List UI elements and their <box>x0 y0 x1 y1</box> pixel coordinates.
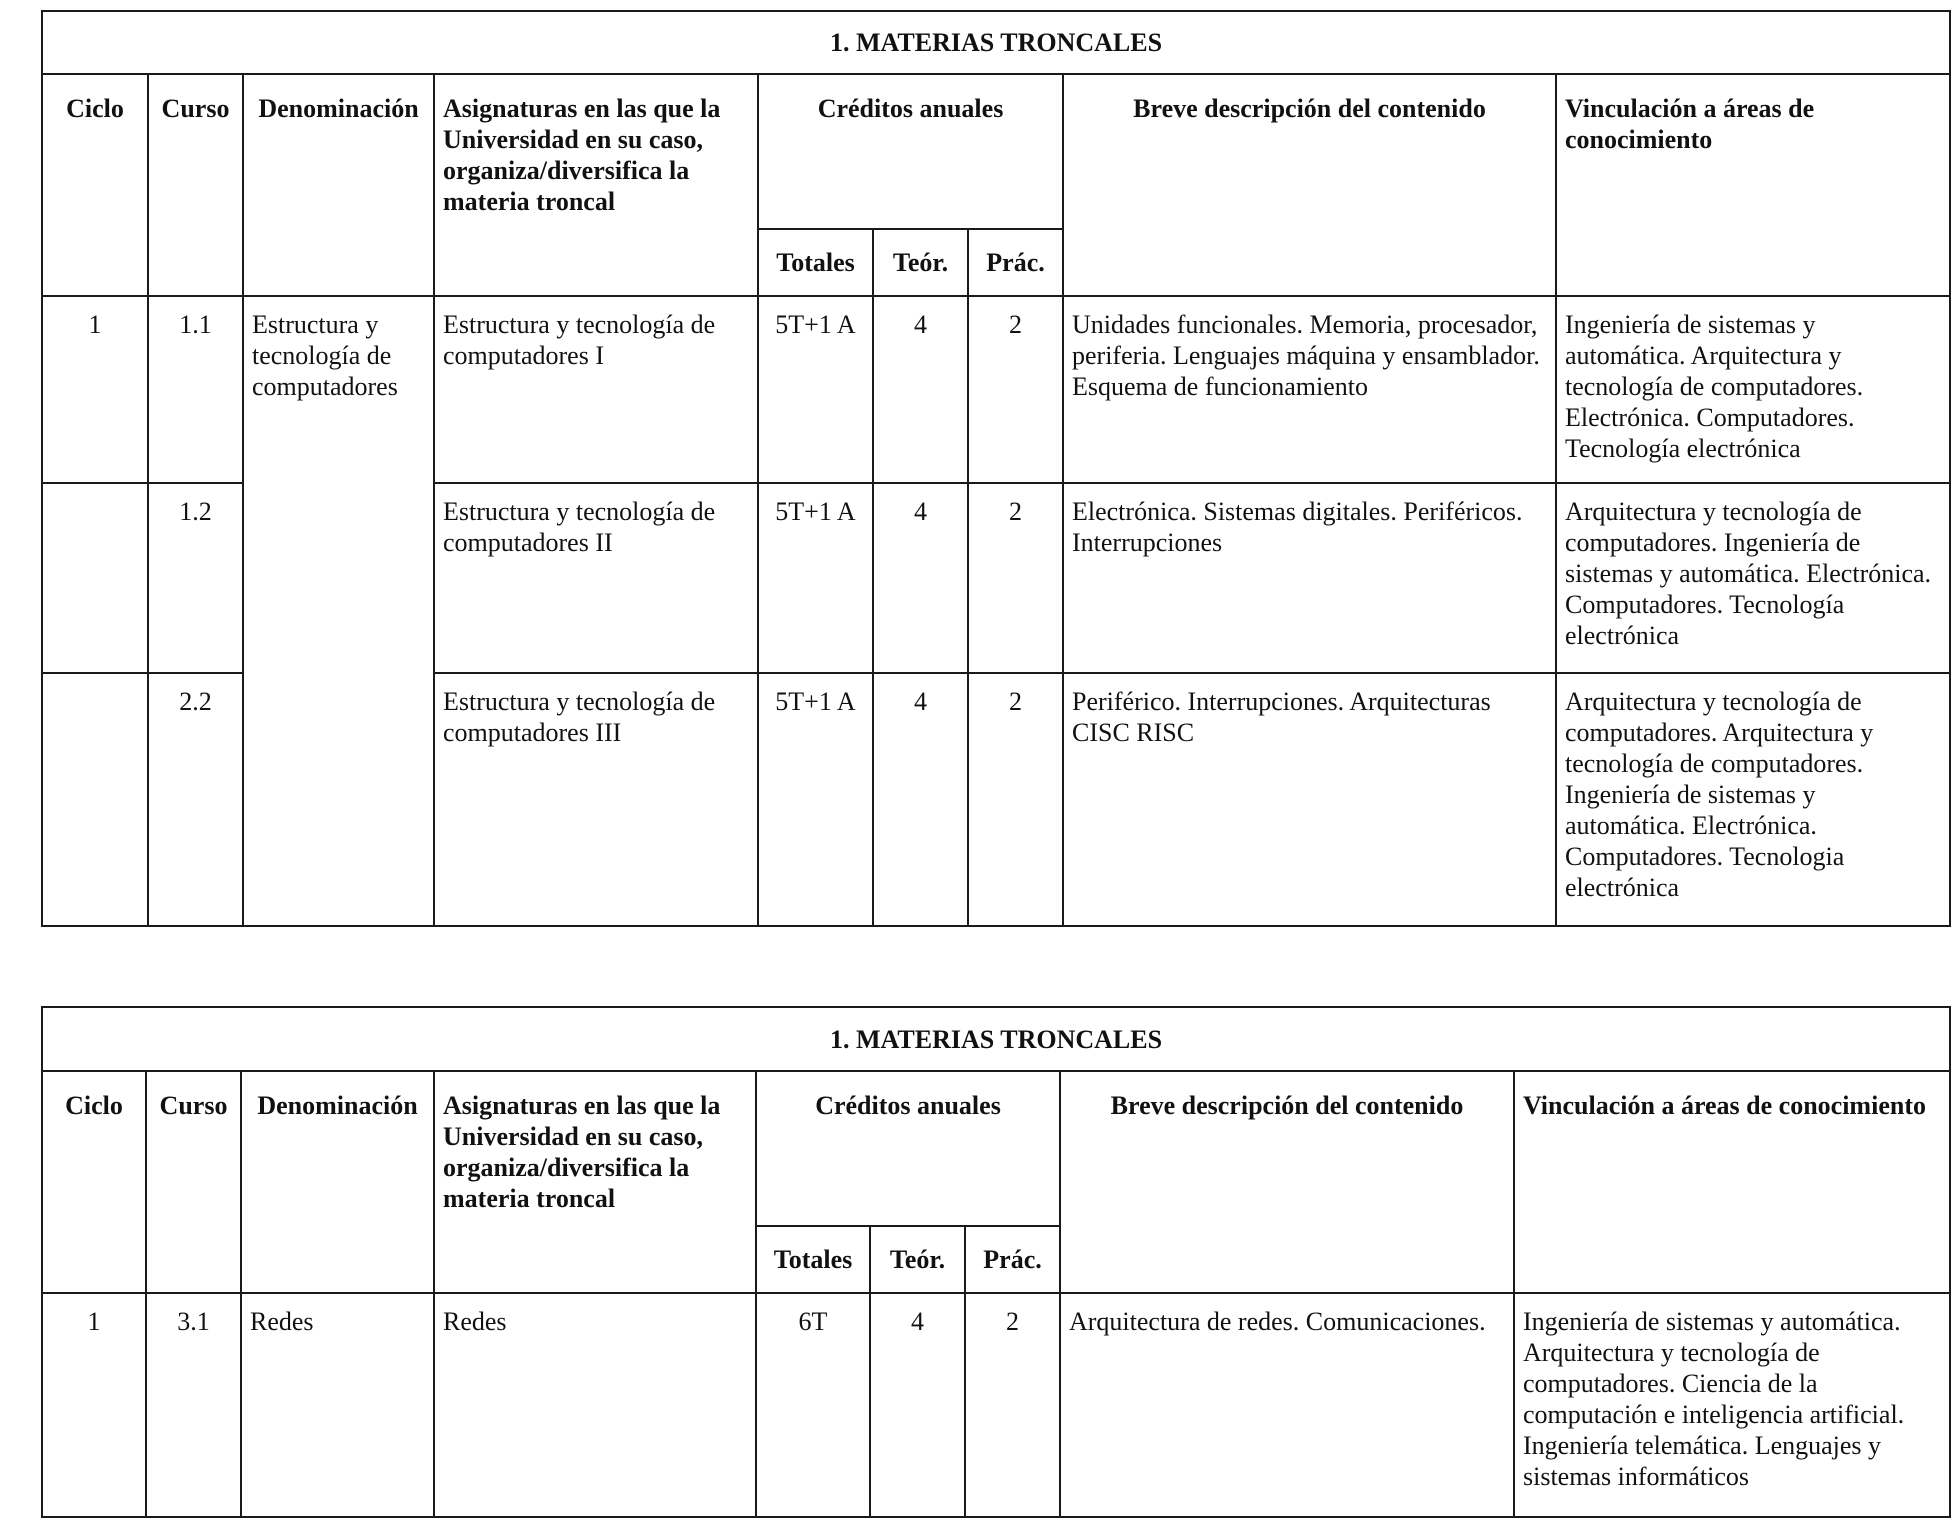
header-totales: Totales <box>756 1226 870 1293</box>
header-vinculacion: Vinculación a áreas de conocimiento <box>1514 1071 1950 1293</box>
cell-curso: 1.1 <box>148 296 243 483</box>
cell-denominacion: Estructura y tecnología de computadores <box>243 296 434 926</box>
table-title: 1. MATERIAS TRONCALES <box>42 11 1950 74</box>
cell-curso: 3.1 <box>146 1293 241 1517</box>
cell-denominacion: Redes <box>241 1293 434 1517</box>
cell-asignatura: Estructura y tecnología de computadores III <box>434 673 758 926</box>
header-asignaturas: Asignaturas en las que la Universidad en su caso, organiza/diversifica la materia troncal <box>434 1071 756 1293</box>
cell-ciclo: 1 <box>42 296 148 483</box>
cell-totales: 6T <box>756 1293 870 1517</box>
header-curso: Curso <box>146 1071 241 1293</box>
header-prac: Prác. <box>965 1226 1060 1293</box>
cell-descripcion: Electrónica. Sistemas digitales. Periféricos. Interrupciones <box>1063 483 1556 673</box>
cell-curso: 2.2 <box>148 673 243 926</box>
cell-prac: 2 <box>968 296 1063 483</box>
cell-descripcion: Periférico. Interrupciones. Arquitecturas CISC RISC <box>1063 673 1556 926</box>
cell-descripcion: Arquitectura de redes. Comunicaciones. <box>1060 1293 1514 1517</box>
cell-asignatura: Redes <box>434 1293 756 1517</box>
cell-teor: 4 <box>873 296 968 483</box>
header-vinculacion: Vinculación a áreas de conocimiento <box>1556 74 1950 296</box>
header-curso: Curso <box>148 74 243 296</box>
cell-prac: 2 <box>968 673 1063 926</box>
cell-teor: 4 <box>873 673 968 926</box>
table-title: 1. MATERIAS TRONCALES <box>42 1007 1950 1071</box>
cell-totales: 5T+1 A <box>758 483 873 673</box>
cell-vinculacion: Arquitectura y tecnología de computadores. Arquitectura y tecnología de computadores. Ingeniería de sistemas y automática. Electrónica. Computadores. Tecnologia electrónica <box>1556 673 1950 926</box>
header-teor: Teór. <box>873 229 968 296</box>
cell-vinculacion: Arquitectura y tecnología de computadores. Ingeniería de sistemas y automática. Electrónica. Computadores. Tecnología electrónica <box>1556 483 1950 673</box>
header-ciclo: Ciclo <box>42 74 148 296</box>
header-creditos: Créditos anuales <box>758 74 1063 229</box>
cell-asignatura: Estructura y tecnología de computadores II <box>434 483 758 673</box>
cell-ciclo <box>42 673 148 926</box>
header-descripcion: Breve descripción del contenido <box>1063 74 1556 296</box>
cell-prac: 2 <box>965 1293 1060 1517</box>
header-ciclo: Ciclo <box>42 1071 146 1293</box>
cell-descripcion: Unidades funcionales. Memoria, procesador, periferia. Lenguajes máquina y ensamblador. Esquema de funcionamiento <box>1063 296 1556 483</box>
header-denominacion: Denominación <box>243 74 434 296</box>
table-row <box>42 1293 1950 1517</box>
cell-totales: 5T+1 A <box>758 296 873 483</box>
cell-totales: 5T+1 A <box>758 673 873 926</box>
subjects-table-2 <box>41 1006 1951 1518</box>
cell-ciclo <box>42 483 148 673</box>
subjects-table-1 <box>41 10 1951 927</box>
header-creditos: Créditos anuales <box>756 1071 1060 1226</box>
cell-teor: 4 <box>870 1293 965 1517</box>
header-denominacion: Denominación <box>241 1071 434 1293</box>
cell-ciclo: 1 <box>42 1293 146 1517</box>
header-descripcion: Breve descripción del contenido <box>1060 1071 1514 1293</box>
header-prac: Prác. <box>968 229 1063 296</box>
cell-vinculacion: Ingeniería de sistemas y automática. Arquitectura y tecnología de computadores. Ciencia de la computación e inteligencia artificial. Ingeniería telemática. Lenguajes y sistemas informáticos <box>1514 1293 1950 1517</box>
table-row <box>42 296 1950 483</box>
cell-asignatura: Estructura y tecnología de computadores I <box>434 296 758 483</box>
header-teor: Teór. <box>870 1226 965 1293</box>
header-asignaturas: Asignaturas en las que la Universidad en su caso, organiza/diversifica la materia troncal <box>434 74 758 296</box>
cell-vinculacion: Ingeniería de sistemas y automática. Arquitectura y tecnología de computadores. Electrónica. Computadores. Tecnología electrónica <box>1556 296 1950 483</box>
header-totales: Totales <box>758 229 873 296</box>
cell-prac: 2 <box>968 483 1063 673</box>
cell-teor: 4 <box>873 483 968 673</box>
cell-curso: 1.2 <box>148 483 243 673</box>
